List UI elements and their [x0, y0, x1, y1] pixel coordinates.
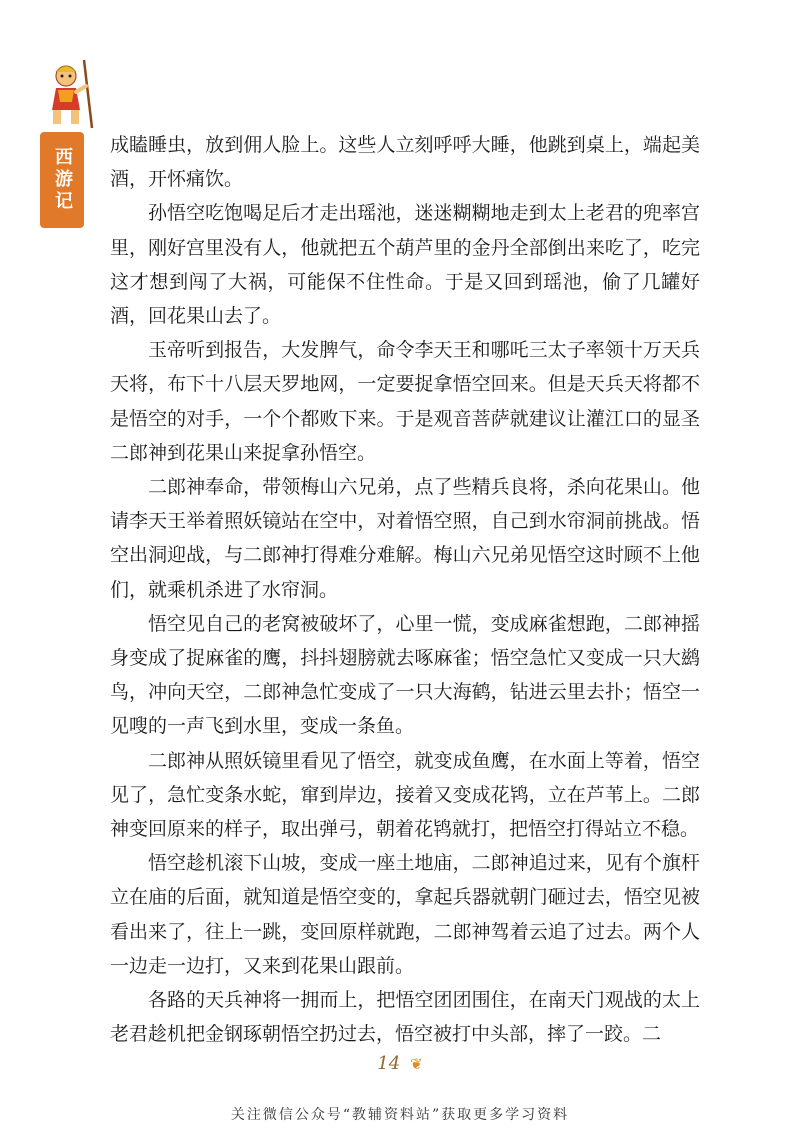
paragraph: 各路的天兵神将一拥而上，把悟空团团围住，在南天门观战的太上老君趁机把金钢琢朝悟空扔过去，悟空被打中头部，摔了一跤。二 [110, 989, 700, 1046]
paragraph: 二郎神从照妖镜里看见了悟空，就变成鱼鹰，在水面上等着，悟空见了，急忙变条水蛇，窜到岸边，接着又变成花鸨，立在芦苇上。二郎神变回原来的样子，取出弹弓，朝着花鸨就打，把悟空打得站立不稳。 [110, 749, 700, 841]
footer-note: 关注微信公众号“教辅资料站”获取更多学习资料 [230, 1107, 570, 1123]
paragraph: 孙悟空吃饱喝足后才走出瑶池，迷迷糊糊地走到太上老君的兜率宫里，刚好宫里没有人，他就把五个葫芦里的金丹全部倒出来吃了，吃完这才想到闯了大祸，可能保不住性命。于是又回到瑶池，偷了几罐好酒，回花果山去了。 [110, 202, 700, 328]
page-number-text: 14 [377, 1053, 401, 1074]
monkey-king-icon [44, 56, 98, 132]
paragraph: 悟空趁机滚下山坡，变成一座土地庙，二郎神追过来，见有个旗杆立在庙的后面，就知道是悟空变的，拿起兵器就朝门砸过去，悟空见被看出来了，往上一跳，变回原样就跑，二郎神驾着云追了过去。两个人一边走一边打，又来到花果山跟前。 [110, 852, 700, 977]
page-number [0, 1053, 800, 1074]
side-tab-label: 西游记 [52, 147, 73, 213]
page-body [110, 128, 700, 1051]
side-tab [40, 132, 84, 228]
paragraph: 玉帝听到报告，大发脾气，命令李天王和哪吒三太子率领十万天兵天将，布下十八层天罗地网，一定要捉拿悟空回来。但是天兵天将都不是悟空的对手，一个个都败下来。于是观音菩萨就建议让灌江口的显圣二郎神到花果山来捉拿孙悟空。 [110, 339, 700, 464]
paragraph: 成瞌睡虫，放到佣人脸上。这些人立刻呼呼大睡，他跳到桌上，端起美酒，开怀痛饮。 [110, 134, 700, 191]
leaf-ornament-icon: ❦ [410, 1055, 423, 1073]
paragraph: 二郎神奉命，带领梅山六兄弟，点了些精兵良将，杀向花果山。他请李天王举着照妖镜站在空中，对着悟空照，自己到水帘洞前挑战。悟空出洞迎战，与二郎神打得难分难解。梅山六兄弟见悟空这时顾不上他们，就乘机杀进了水帘洞。 [110, 476, 700, 601]
paragraph: 悟空见自己的老窝被破坏了，心里一慌，变成麻雀想跑，二郎神摇身变成了捉麻雀的鹰，抖抖翅膀就去啄麻雀；悟空急忙又变成一只大鹚鸟，冲向天空，二郎神急忙变成了一只大海鹤，钻进云里去扑；悟空一见嗖的一声飞到水里，变成一条鱼。 [110, 612, 700, 738]
